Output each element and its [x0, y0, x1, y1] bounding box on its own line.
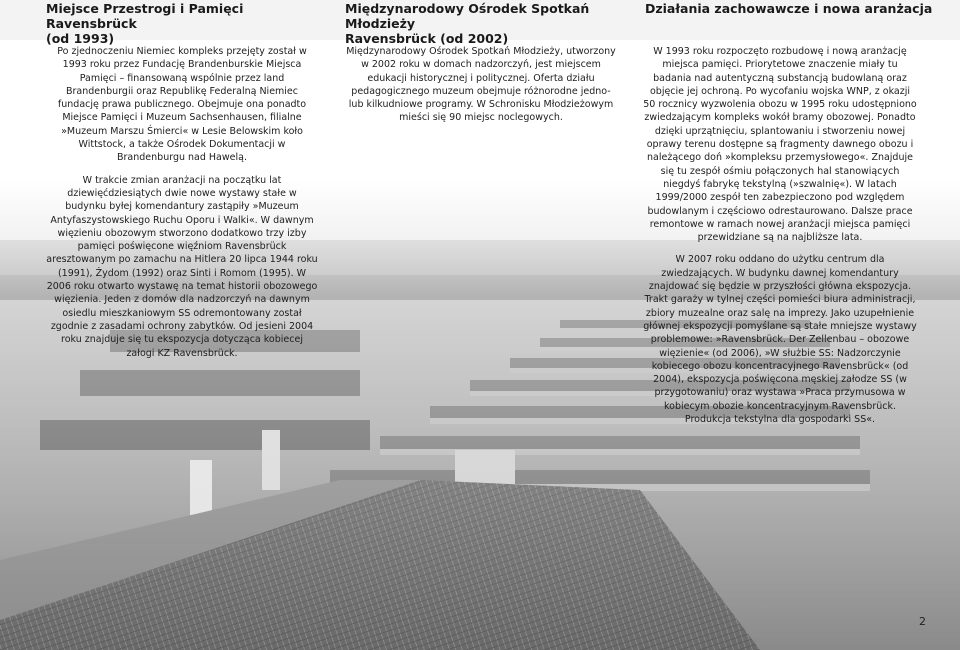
- column-1-heading-line2: (od 1993): [46, 31, 115, 46]
- column-2-paragraph: Międzynarodowy Ośrodek Spotkań Młodzieży, utworzony w 2002 roku w domach nadzorczyń, jest miejscem edukacji historycznej i politycznej. Oferta działu pedagogicznego muzeum obejmuje różnorodne jedno- lub kilkudniowe programy. W Schronisku Młodzieżowym mieści się 90 miejsc noclegowych.: [346, 46, 616, 124]
- column-3-paragraph: W 1993 roku rozpoczęto rozbudowę i nową aranżację miejsca pamięci. Priorytetowe znaczenie miały tu badania nad autentyczną substancją budowlaną oraz objęcie jej ochroną. Po wycofaniu wojska WNP, z okazji 50 rocznicy wyzwolenia obozu w 1995 roku udostępniono zwiedzającym kompleks wokół bramy obozowej. Ponadto dzięki uprzątnięciu, splantowaniu i stworzeniu nowej oprawy terenu dostępne są fragmenty dawnego obozu i należącego doń »kompleksu przemysłowego«. Znajduje się tu zespół ośmiu połączonych hal stanowiących niegdyś fabrykę tekstylną (»szwalnię«). W latach 1999/2000 zespół ten zabezpieczono pod względem budowlanym i częściowo odrestaurowano. Dalsze prace remontowe w ramach nowej aranżacji miejsca pamięci przewidziane są na najbliższe lata.: [643, 46, 917, 244]
- column-2-heading-line2: Ravensbrück (od 2002): [345, 31, 509, 46]
- column-3-paragraph: W 2007 roku oddano do użytku centrum dla zwiedzających. W budynku dawnej komendantury znajdować się będzie w przyszłości główna ekspozycja. Trakt garaży w tylnej części pomieści biura administracji, zbiory muzealne oraz salę na imprezy. Jako uzupełnienie głównej ekspozycji pomyślane są stałe mniejsze wystawy problemowe: »Ravensbrück. Der Zellenbau – obozowe więzienie« (od 2006), »W służbie SS: Nadzorczynie kobiecego obozu koncentracyjnego Ravensbrück« (od 2004), ekspozycja poświęcona męskiej załodze SS (w przygotowaniu) oraz wystawa »Praca przymusowa w kobiecym obozie koncentracyjnym Ravensbrück. Produkcja tekstylna dla gospodarki SS«.: [643, 254, 917, 426]
- column-2-heading-line1: Międzynarodowy Ośrodek Spotkań Młodzieży: [345, 1, 590, 31]
- column-1-heading: [46, 1, 336, 46]
- column-1-body: [46, 45, 318, 369]
- column-1-paragraph: W trakcie zmian aranżacji na początku lat dziewięćdziesiątych dwie nowe wystawy stałe w budynku byłej komendantury zastąpiły »Muzeum Antyfaszystowskiego Ruchu Oporu i Walki«. W dawnym więzieniu obozowym stworzono dodatkowo trzy izby pamięci poświęcone więźniom Ravensbrück aresztowanym po zamachu na Hitlera 20 lipca 1944 roku (1991), Żydom (1992) oraz Sinti i Romom (1995). W 2006 roku otwarto wystawę na temat historii obozowego więzienia. Jeden z domów dla nadzorczyń na dawnym osiedlu mieszkaniowym SS odremontowany został zgodnie z zasadami ochrony zabytków. Od jesieni 2004 roku znajduje się tu ekspozycja dotycząca kobiecej załogi KZ Ravensbrück.: [46, 174, 318, 359]
- column-3-heading: [645, 1, 945, 16]
- column-3-body: [643, 45, 917, 435]
- column-1-paragraph: Po zjednoczeniu Niemiec kompleks przejęty został w 1993 roku przez Fundację Brandenburskie Miejsca Pamięci – finansowaną wspólnie przez land Brandenburgii oraz Republikę Federalną Niemiec fundację prawa publicznego. Obejmuje ona ponadto Miejsce Pamięci i Muzeum Sachsenhausen, filialne »Muzeum Marszu Śmierci« w Lesie Belowskim koło Wittstock, a także Ośrodek Dokumentacji w Brandenburgu nad Hawelą.: [57, 46, 307, 164]
- column-3-heading-line1: Działania zachowawcze i nowa aranżacja: [645, 1, 933, 16]
- page-number: 2: [919, 615, 926, 628]
- column-2-body: [344, 45, 618, 134]
- column-1-heading-line1: Miejsce Przestrogi i Pamięci Ravensbrück: [46, 1, 244, 31]
- column-2-heading: [345, 1, 635, 46]
